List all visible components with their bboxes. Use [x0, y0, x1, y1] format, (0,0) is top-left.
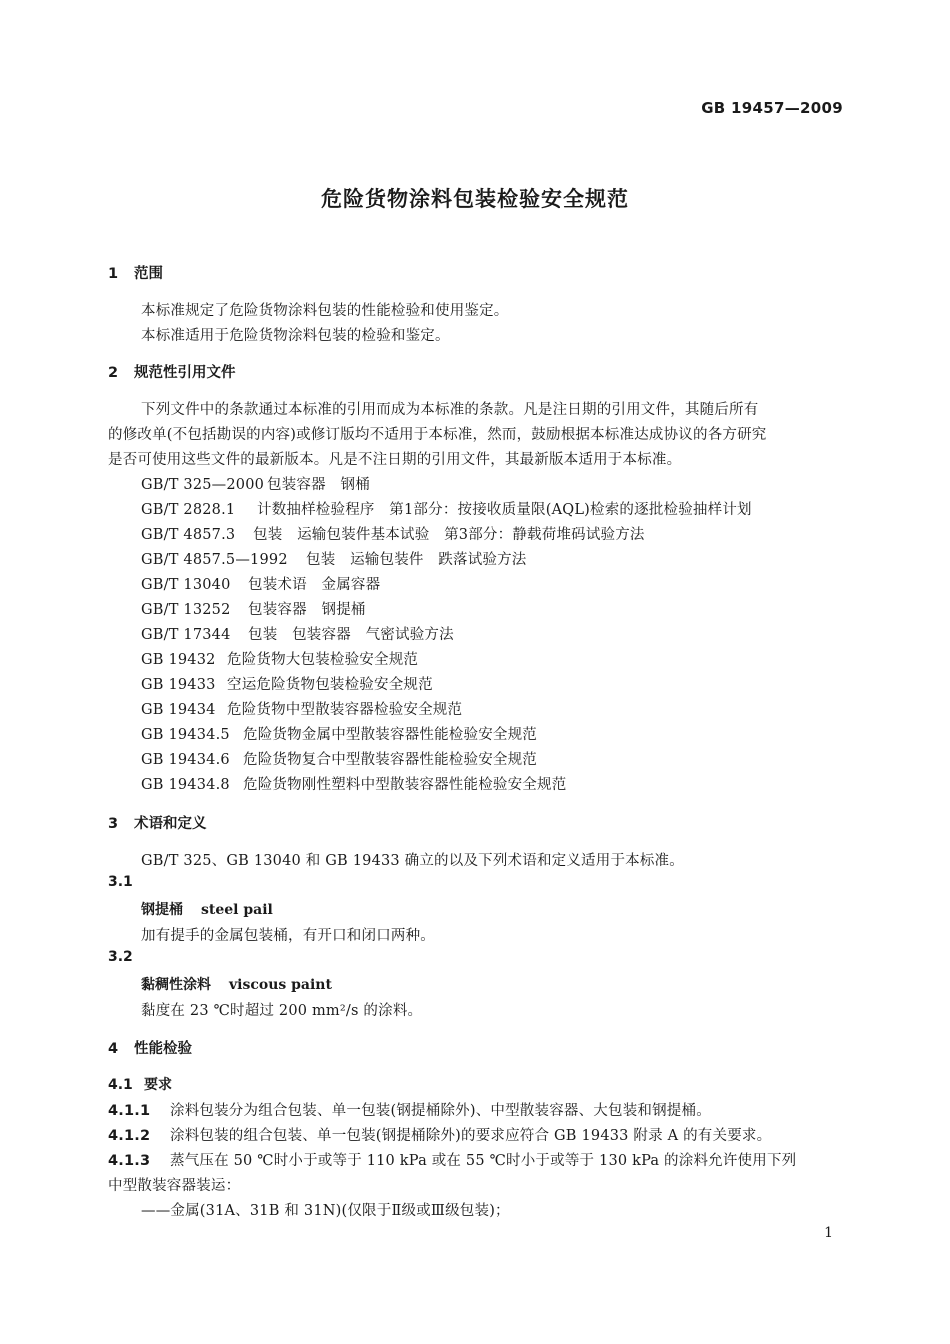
- term-en: steel pail: [201, 902, 273, 918]
- reference-title: 危险货物金属中型散装容器性能检验安全规范: [243, 727, 537, 743]
- clause: [108, 1124, 771, 1145]
- section-number: 3: [108, 816, 119, 832]
- paragraph-line: 是否可使用这些文件的最新版本。凡是不注日期的引用文件，其最新版本适用于本标准。: [108, 452, 682, 468]
- reference-title: 危险货物刚性塑料中型散装容器性能检验安全规范: [243, 777, 567, 793]
- reference-item: [141, 723, 537, 744]
- section-2-heading: [108, 361, 236, 382]
- reference-item: [141, 748, 537, 769]
- reference-code: GB 19434: [141, 702, 216, 718]
- section-title: 范围: [134, 266, 163, 282]
- reference-item: [141, 698, 462, 719]
- section-3-heading: [108, 812, 207, 833]
- reference-title: 包装容器 钢提桶: [248, 602, 366, 618]
- clause-number: 4.1.1: [108, 1103, 151, 1119]
- clause-text: 涂料包装分为组合包装、单一包装(钢提桶除外)、中型散装容器、大包装和钢提桶。: [170, 1103, 711, 1119]
- reference-item: [141, 473, 370, 494]
- reference-item: [141, 498, 752, 519]
- reference-title: 危险货物复合中型散装容器性能检验安全规范: [243, 752, 537, 768]
- reference-code: GB 19434.5: [141, 727, 230, 743]
- paragraph-line: 的修改单(不包括勘误的内容)或修订版均不适用于本标准，然而，鼓励根据本标准达成协议的各方研究: [108, 427, 767, 443]
- reference-item: [141, 648, 418, 669]
- page-number: 1: [824, 1225, 833, 1241]
- reference-item: [141, 523, 645, 544]
- reference-title: 包装 运输包装件 跌落试验方法: [306, 552, 527, 568]
- clause-number: 4.1.2: [108, 1128, 151, 1144]
- page-title: 危险货物涂料包装检验安全规范: [321, 187, 629, 211]
- reference-item: [141, 673, 433, 694]
- reference-title: 包装 包装容器 气密试验方法: [248, 627, 454, 643]
- paragraph-line: 下列文件中的条款通过本标准的引用而成为本标准的条款。凡是注日期的引用文件，其随后所有: [141, 402, 759, 418]
- paragraph: GB/T 325、GB 13040 和 GB 19433 确立的以及下列术语和定义适用于本标准。: [141, 853, 684, 869]
- subsection-title: 要求: [144, 1077, 172, 1093]
- section-number: 4: [108, 1041, 119, 1057]
- reference-code: GB 19433: [141, 677, 216, 693]
- reference-code: GB 19434.8: [141, 777, 230, 793]
- reference-code: GB 19432: [141, 652, 216, 668]
- reference-code: GB 19434.6: [141, 752, 230, 768]
- reference-code: GB/T 325—2000: [141, 477, 265, 493]
- clause-text: 涂料包装的组合包装、单一包装(钢提桶除外)的要求应符合 GB 19433 附录 A 的有关要求。: [170, 1128, 772, 1144]
- term-definition: 黏度在 23 ℃时超过 200 mm²/s 的涂料。: [141, 1003, 423, 1019]
- reference-code: GB/T 13040: [141, 577, 231, 593]
- reference-title: 危险货物大包装检验安全规范: [227, 652, 419, 668]
- reference-code: GB/T 2828.1: [141, 502, 236, 518]
- reference-item: [141, 598, 366, 619]
- subsection-number: 4.1: [108, 1077, 133, 1093]
- paragraph: 本标准适用于危险货物涂料包装的检验和鉴定。: [141, 328, 450, 344]
- clause-text: 蒸气压在 50 ℃时小于或等于 110 kPa 或在 55 ℃时小于或等于 130 kPa 的涂料允许使用下列: [170, 1153, 797, 1169]
- term-number: 3.2: [108, 949, 133, 965]
- reference-item: [141, 548, 527, 569]
- clause: [108, 1099, 711, 1120]
- term-cn: 钢提桶: [141, 902, 183, 918]
- reference-title: 空运危险货物包装检验安全规范: [227, 677, 433, 693]
- section-title: 性能检验: [134, 1041, 192, 1057]
- reference-item: [141, 573, 380, 594]
- reference-code: GB/T 13252: [141, 602, 231, 618]
- reference-item: [141, 773, 566, 794]
- term-cn: 黏稠性涂料: [141, 977, 211, 993]
- clause: [108, 1149, 796, 1170]
- standard-code: GB 19457—2009: [701, 99, 843, 117]
- term-number: 3.1: [108, 874, 133, 890]
- subsection-heading: [108, 1074, 172, 1094]
- reference-title: 危险货物中型散装容器检验安全规范: [227, 702, 463, 718]
- term-definition: 加有提手的金属包装桶，有开口和闭口两种。: [141, 928, 435, 944]
- reference-code: GB/T 4857.3: [141, 527, 236, 543]
- reference-item: [141, 623, 454, 644]
- clause-number: 4.1.3: [108, 1153, 151, 1169]
- section-1-heading: [108, 262, 163, 283]
- reference-code: GB/T 17344: [141, 627, 231, 643]
- reference-code: GB/T 4857.5—1992: [141, 552, 288, 568]
- reference-title: 包装 运输包装件基本试验 第3部分：静载荷堆码试验方法: [253, 527, 645, 543]
- reference-title: 计数抽样检验程序 第1部分：按接收质量限(AQL)检索的逐批检验抽样计划: [257, 502, 752, 518]
- reference-title: 包装容器 钢桶: [267, 477, 370, 493]
- term-en: viscous paint: [229, 977, 332, 993]
- reference-title: 包装术语 金属容器: [248, 577, 381, 593]
- section-title: 规范性引用文件: [134, 365, 236, 381]
- section-4-heading: [108, 1037, 192, 1058]
- dash-list-item: ——金属(31A、31B 和 31N)(仅限于Ⅱ级或Ⅲ级包装)；: [141, 1203, 510, 1219]
- paragraph: 本标准规定了危险货物涂料包装的性能检验和使用鉴定。: [141, 303, 509, 319]
- section-title: 术语和定义: [134, 816, 207, 832]
- clause-continuation: 中型散装容器装运：: [108, 1178, 241, 1194]
- section-number: 2: [108, 365, 119, 381]
- section-number: 1: [108, 266, 119, 282]
- term-heading: [141, 974, 332, 994]
- term-heading: [141, 899, 273, 919]
